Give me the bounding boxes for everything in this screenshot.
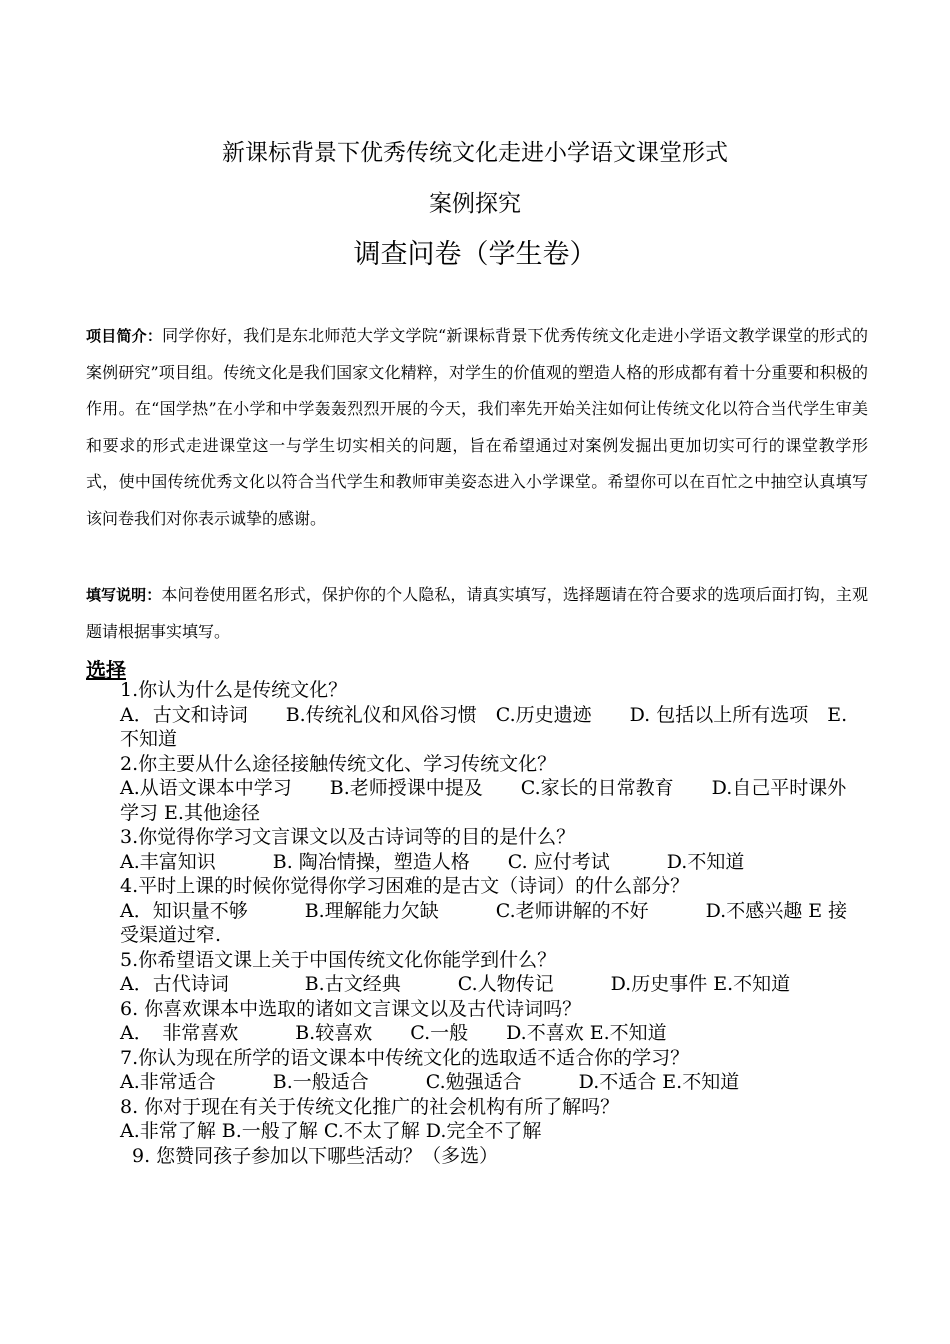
project-intro-label: 项目简介： xyxy=(86,327,163,345)
question-options: A．知识量不够 B.理解能力欠缺 C.老师讲解的不好 D.不感兴趣 E 接受渠道过窄. xyxy=(120,899,848,946)
question-title: 6. 你喜欢课本中选取的诸如文言课文以及古代诗词吗？ xyxy=(120,997,582,1020)
question-3 xyxy=(120,825,865,874)
question-title: 8. 你对于现在有关于传统文化推广的社会机构有所了解吗？ xyxy=(120,1095,620,1118)
question-7 xyxy=(120,1046,865,1095)
question-6 xyxy=(120,997,865,1046)
question-title: 4.平时上课的时候你觉得你学习困难的是古文（诗词）的什么部分？ xyxy=(120,875,690,897)
project-intro xyxy=(86,318,868,537)
fill-instructions-text: 本问卷使用匿名形式，保护你的个人隐私，请真实填写，选择题请在符合要求的选项后面打钩，主观题请根据事实填写。 xyxy=(86,585,868,641)
question-5 xyxy=(120,948,865,997)
project-intro-text: 同学你好，我们是东北师范大学文学院“新课标背景下优秀传统文化走进小学语文教学课堂的形式的案例研究”项目组。传统文化是我们国家文化精粹，对学生的价值观的塑造人格的形成都有着十分重要和积极的作用。在“国学热”在小学和中学轰轰烈烈开展的今天，我们率先开始关注如何让传统文化以符合当代学生审美和要求的形式走进课堂这一与学生切实相关的问题，旨在希望通过对案例发掘出更加切实可行的课堂教学形式，使中国传统优秀文化以符合当代学生和教师审美姿态进入小学课堂。希望你可以在百忙之中抽空认真填写该问卷我们对你表示诚挚的感谢。 xyxy=(86,326,868,528)
document-title-line-1: 新课标背景下优秀传统文化走进小学语文课堂形式 xyxy=(222,140,728,166)
question-options: A． 非常喜欢 B.较喜欢 C.一般 D.不喜欢 E.不知道 xyxy=(120,1022,667,1044)
question-9 xyxy=(120,1144,865,1169)
question-title: 1.你认为什么是传统文化？ xyxy=(120,679,348,701)
question-4 xyxy=(120,874,865,948)
question-title: 2.你主要从什么途径接触传统文化、学习传统文化？ xyxy=(120,752,557,775)
document-title-line-3: 调查问卷（学生卷） xyxy=(353,239,597,270)
fill-instructions xyxy=(86,577,868,650)
question-list xyxy=(120,678,865,1168)
fill-instructions-label: 填写说明： xyxy=(86,586,162,604)
question-options: A.从语文课本中学习 B.老师授课中提及 C.家长的日常教育 D.自己平时课外学习 E.其他途径 xyxy=(120,777,847,824)
question-1 xyxy=(120,678,865,752)
section-title-choice: 选择 xyxy=(86,658,126,682)
document-title-line-2: 案例探究 xyxy=(429,191,521,217)
question-title: 3.你觉得你学习文言课文以及古诗词等的目的是什么？ xyxy=(120,826,576,848)
question-title: 7.你认为现在所学的语文课本中传统文化的选取适不适合你的学习？ xyxy=(120,1046,690,1069)
question-8 xyxy=(120,1095,865,1144)
question-options: A．古代诗词 B.古文经典 C.人物传记 D.历史事件 E.不知道 xyxy=(120,973,791,995)
question-options: A．古文和诗词 B.传统礼仪和风俗习惯 C.历史遗迹 D. 包括以上所有选项 E. 不知道 xyxy=(120,703,854,750)
question-options: A.丰富知识 B. 陶冶情操，塑造人格 C. 应付考试 D.不知道 xyxy=(120,850,745,873)
question-options: A.非常了解 B.一般了解 C.不太了解 D.完全不了解 xyxy=(120,1120,542,1142)
question-title: 9. 您赞同孩子参加以下哪些活动？（多选） xyxy=(132,1144,499,1167)
question-2 xyxy=(120,752,865,826)
question-title: 5.你希望语文课上关于中国传统文化你能学到什么？ xyxy=(120,948,557,971)
question-options: A.非常适合 B.一般适合 C.勉强适合 D.不适合 E.不知道 xyxy=(120,1071,740,1093)
